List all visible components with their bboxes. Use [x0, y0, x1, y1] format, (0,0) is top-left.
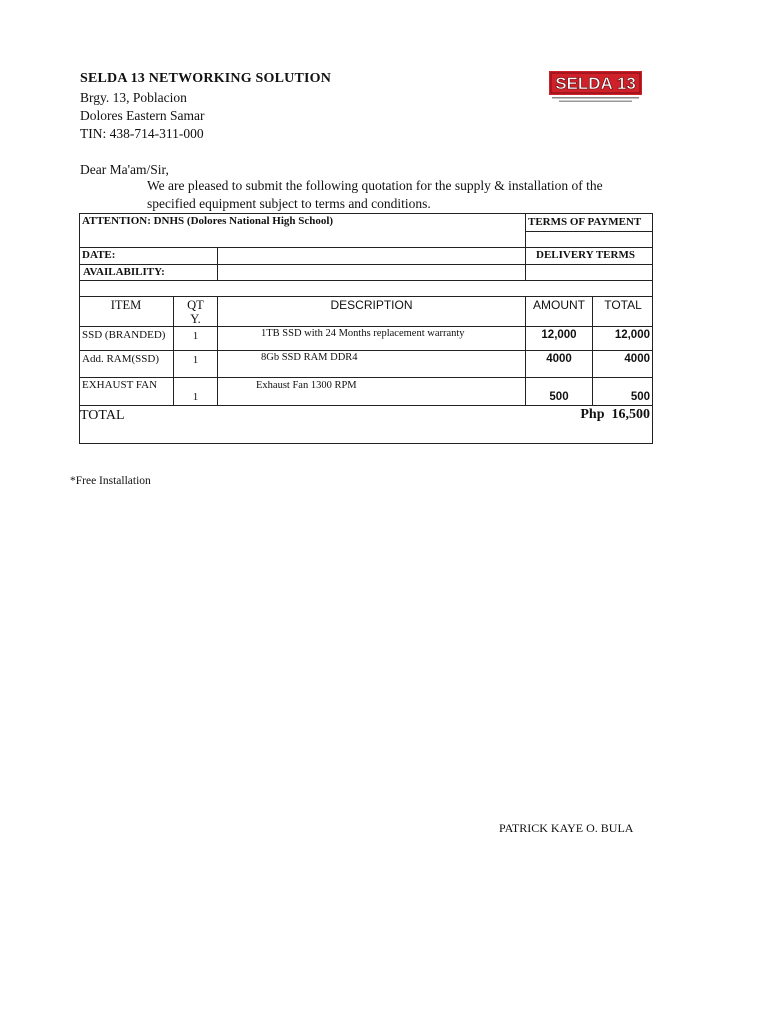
company-name: SELDA 13 NETWORKING SOLUTION — [80, 71, 332, 86]
intro-line2: specified equipment subject to terms and conditions. — [147, 196, 431, 211]
row-qty: 1 — [192, 330, 199, 342]
row-amount: 4000 — [546, 353, 572, 365]
col-header-item: ITEM — [110, 298, 142, 312]
greeting: Dear Ma'am/Sir, — [80, 162, 169, 177]
company-address-line2: Dolores Eastern Samar — [80, 108, 205, 123]
row-total: 500 — [630, 391, 650, 403]
row-amount: 500 — [549, 391, 569, 403]
col-header-amount: AMOUNT — [533, 298, 585, 312]
delivery-terms-label: DELIVERY TERMS — [536, 249, 635, 261]
total-label: TOTAL — [80, 408, 125, 423]
row-total: 4000 — [624, 353, 650, 365]
row-item: Add. RAM(SSD) — [82, 353, 160, 365]
col-header-qty-line2: Y. — [190, 312, 201, 326]
col-header-description: DESCRIPTION — [330, 298, 413, 312]
row-total: 12,000 — [614, 329, 650, 341]
free-installation-note: *Free Installation — [70, 475, 151, 487]
availability-label: AVAILABILITY: — [83, 266, 165, 278]
terms-of-payment-label: TERMS OF PAYMENT — [528, 216, 642, 228]
date-label: DATE: — [82, 249, 116, 261]
row-qty: 1 — [192, 354, 199, 366]
total-value: Php 16,500 — [580, 407, 650, 422]
row-item: EXHAUST FAN — [82, 379, 158, 391]
col-header-qty-line1: QT — [187, 298, 204, 312]
row-qty: 1 — [192, 391, 199, 403]
row-amount: 12,000 — [541, 329, 577, 341]
col-header-total: TOTAL — [604, 298, 642, 312]
intro-line1: We are pleased to submit the following quotation for the supply & installation of the — [147, 178, 603, 193]
row-description: 1TB SSD with 24 Months replacement warranty — [261, 328, 465, 339]
signatory-name: PATRICK KAYE O. BULA — [499, 821, 634, 835]
svg-text:SELDA 13: SELDA 13 — [555, 74, 636, 93]
row-description: 8Gb SSD RAM DDR4 — [261, 352, 358, 363]
row-item: SSD (BRANDED) — [82, 329, 166, 341]
company-address-line1: Brgy. 13, Poblacion — [80, 90, 187, 105]
company-tin: TIN: 438-714-311-000 — [80, 126, 204, 141]
company-logo — [549, 71, 642, 105]
col-header-qty — [174, 298, 217, 326]
attention-label: ATTENTION: DNHS (Dolores National High School) — [82, 215, 334, 227]
row-description: Exhaust Fan 1300 RPM — [256, 380, 357, 391]
